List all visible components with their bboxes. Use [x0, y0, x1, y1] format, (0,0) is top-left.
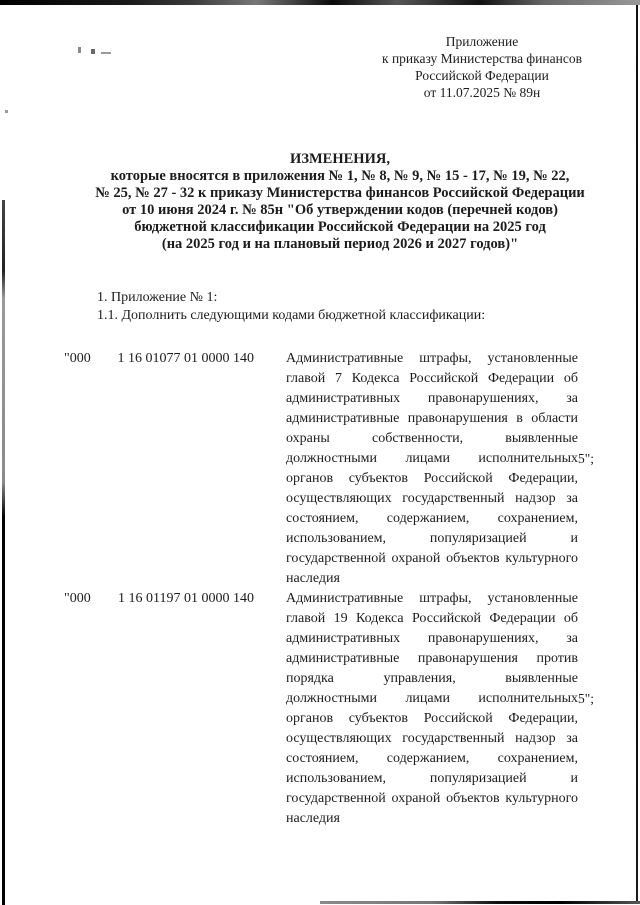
scan-speck: [5, 110, 8, 113]
title-line: № 25, № 27 - 32 к приказу Министерства финансов Российской Федерации: [95, 185, 585, 201]
footnote-marker: 5";: [578, 451, 595, 466]
scan-edge-left: [2, 200, 5, 905]
document-title: [40, 151, 640, 253]
budget-code-prefix: "000: [64, 351, 91, 366]
scan-speck: [91, 49, 95, 54]
budget-code-entry: [64, 349, 609, 589]
numbered-paragraphs: [97, 289, 617, 324]
title-line: (на 2025 год и на плановый период 2026 и 2027 годов)": [161, 236, 519, 252]
budget-code: [64, 589, 270, 609]
budget-code-number: 1 16 01197 01 0000 140: [118, 591, 254, 606]
budget-code-entries: [64, 349, 609, 829]
paragraph-amend-1-1: 1.1. Дополнить следующими кодами бюджетной классификации:: [97, 307, 486, 323]
budget-code: [64, 349, 270, 369]
header-line: к приказу Министерства финансов: [382, 51, 582, 66]
header-line: Приложение: [445, 34, 519, 49]
scan-speck: [101, 52, 111, 54]
budget-code-prefix: "000: [64, 591, 91, 606]
header-line: Российской Федерации: [415, 68, 549, 83]
budget-code-entry: [64, 589, 609, 829]
title-line: от 10 июня 2024 г. № 85н "Об утверждении кодов (перечней кодов): [122, 202, 558, 218]
appendix-header: [338, 33, 626, 101]
scan-edge-bottom: [320, 901, 640, 904]
footnote-marker: 5";: [578, 691, 595, 706]
budget-code-description: Административные штрафы, установленные главой 7 Кодекса Российской Федерации об административных правонарушениях, за административные правонарушения в области охраны собственности, выявленные должностными лицами исполнительных органов субъектов Российской Федерации, осуществляющих государственный надзор за состоянием, содержанием, сохранением, использованием, популяризацией и государственной охраной объектов культурного наследия: [286, 351, 578, 586]
header-line: от 11.07.2025 № 89н: [423, 85, 541, 100]
scan-speck: [78, 47, 81, 53]
title-line: которые вносятся в приложения № 1, № 8, № 9, № 15 - 17, № 19, № 22,: [110, 168, 570, 184]
paragraph-appendix-1: 1. Приложение № 1:: [97, 290, 218, 305]
title-line: бюджетной классификации Российской Федерации на 2025 год: [134, 219, 546, 235]
title-line: ИЗМЕНЕНИЯ,: [290, 151, 390, 167]
scan-edge-right: [636, 5, 638, 903]
budget-code-number: 1 16 01077 01 0000 140: [117, 351, 254, 366]
scan-edge-top: [0, 0, 640, 5]
budget-code-description: Административные штрафы, установленные главой 19 Кодекса Российской Федерации об административных правонарушениях, за административные правонарушения против порядка управления, выявленные должностными лицами исполнительных органов субъектов Российской Федерации, осуществляющих государственный надзор за состоянием, содержанием, сохранением, использованием, популяризацией и государственной охраной объектов культурного наследия: [286, 591, 578, 826]
